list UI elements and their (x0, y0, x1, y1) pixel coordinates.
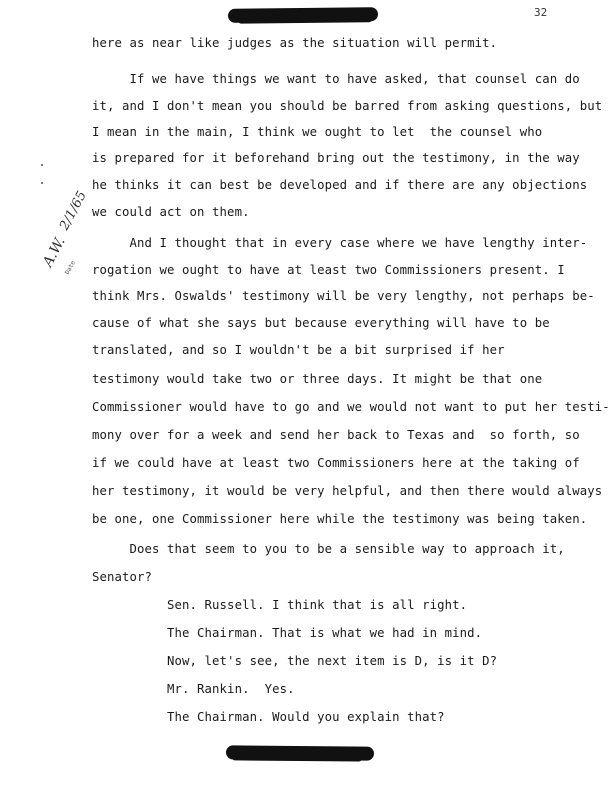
text-line: And I thought that in every case where we have lengthy inter- (92, 236, 588, 250)
text-line: he thinks it can best be developed and if there are any objections (92, 178, 588, 192)
margin-dot (41, 182, 43, 184)
text-line: testimony would take two or three days. It might be that one (92, 372, 543, 386)
text-line: rogation we ought to have at least two Commissioners present. I (92, 263, 565, 277)
text-line: here as near like judges as the situation will permit. (92, 36, 498, 50)
redaction-bar-bottom (226, 745, 374, 760)
text-line: Does that seem to you to be a sensible way to approach it, (92, 542, 565, 556)
text-line: Senator? (92, 570, 153, 584)
text-line: Now, let's see, the next item is D, is it D? (92, 654, 498, 668)
text-line: I mean in the main, I think we ought to let the counsel who (92, 125, 543, 139)
text-line: it, and I don't mean you should be barred from asking questions, but (92, 99, 603, 113)
page-number: 32 (534, 6, 548, 19)
handwritten-initials: A.W. (40, 234, 69, 270)
text-line: is prepared for it beforehand bring out the testimony, in the way (92, 151, 580, 165)
text-line: her testimony, it would be very helpful, and then there would always (92, 484, 603, 498)
text-line: think Mrs. Oswalds' testimony will be very lengthy, not perhaps be- (92, 289, 595, 303)
text-line: The Chairman. That is what we had in mind. (92, 626, 483, 640)
margin-dot (41, 164, 43, 166)
text-line: mony over for a week and send her back to Texas and so forth, so (92, 428, 580, 442)
redaction-bar-top (228, 7, 378, 23)
text-line: If we have things we want to have asked, that counsel can do (92, 72, 580, 86)
text-line: be one, one Commissioner here while the testimony was being taken. (92, 512, 588, 526)
text-line: Sen. Russell. I think that is all right. (92, 598, 468, 612)
text-line: translated, and so I wouldn't be a bit surprised if her (92, 343, 505, 357)
margin-stamp-label: Date (63, 259, 77, 276)
text-line: we could act on them. (92, 205, 250, 219)
text-line: cause of what she says but because everything will have to be (92, 316, 550, 330)
handwritten-date: 2/1/65 (57, 188, 90, 233)
text-line: if we could have at least two Commissioners here at the taking of (92, 456, 580, 470)
text-line: Commissioner would have to go and we would not want to put her testi- (92, 400, 610, 414)
text-line: Mr. Rankin. Yes. (92, 682, 295, 696)
text-line: The Chairman. Would you explain that? (92, 710, 445, 724)
